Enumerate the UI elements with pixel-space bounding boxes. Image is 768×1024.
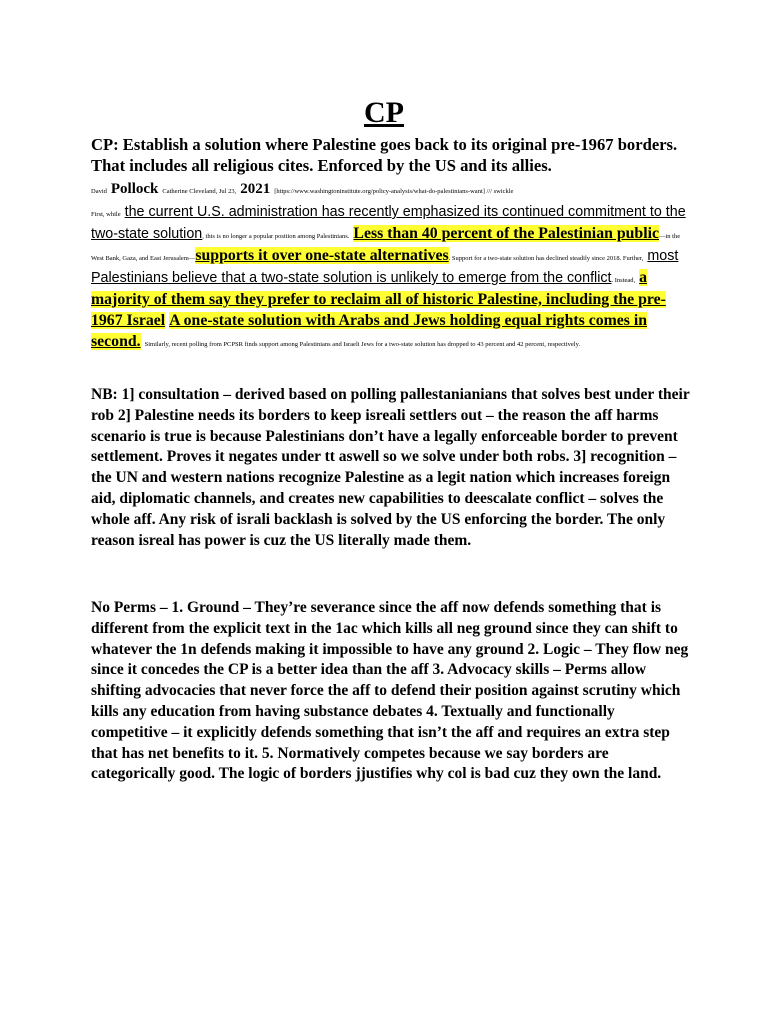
tag-line: CP: Establish a solution where Palestine goes back to its original pre-1967 borders. That includes all religious cites. Enforced by the US and its allies. [91,135,678,175]
card-highlight: supports it over one-state alternatives [195,247,449,264]
page-title: CP [364,96,404,129]
card-highlight: Less than 40 percent of the Palestinian public [353,225,659,242]
citation-names: Catherine Cleveland, Jul 23, [162,188,237,195]
card-text: Similarly, recent polling from PCPSR finds support among Palestinians and Israeli Jews for a two-state solution has dropped to 43 percent and 42 percent, respectively. [144,341,581,348]
citation-url: [https://www.washingtoninstitute.org/policy-analysis/what-do-palestinians-want] /// swickle [274,188,514,195]
no-perms-paragraph: No Perms – 1. Ground – They’re severance since the aff now defends something that is different from the explicit text in the 1ac which kills all neg ground since they can shift to whatever the 1n defends making it impossible to have any ground 2. Logic – They flow neg since it concedes the CP is a better idea than the aff 3. Advocacy skills – Perms allow shifting advocacies that never force the aff to defend their position against scrutiny which kills any education from having substance debates 4. Textually and functionally competitive – it explicitly defends something that isn’t the aff and requires an extra step that has net benefits to it. 5. Normatively competes because we say borders are categorically good. The logic of borders jjustifies why col is bad cuz they own the land. [91,599,689,783]
citation [91,180,691,201]
card-text: —in the West Bank, Gaza, and East Jerusalem— [91,233,681,262]
card-highlight: a majority of them say they prefer to reclaim all of historic Palestine, including the pre-1967 Israel [91,269,666,329]
card-text: . Support for a two-state solution has declined steadily since 2018. Further, [448,255,644,262]
citation-year: 2021 [240,181,271,197]
citation-lead: David [91,188,107,195]
card-underline: the current U.S. administration has recently emphasized its continued commitment to the two-state solution [91,204,686,242]
card-text: , this is no longer a popular position among Palestinians. [202,233,350,240]
citation-author: Pollock [110,181,159,197]
evidence-card [91,201,687,352]
card-highlight: A one-state solution with Arabs and Jews holding equal rights comes in second. [91,312,648,350]
nb-paragraph: NB: 1] consultation – derived based on polling pallestanianians that solves best under their rob 2] Palestine needs its borders to keep isreali settlers out – the reason the aff harms scenario is true is because Palestinians don’t have a legally enforceable border to prevent settlement. Proves it negates under tt aswell so we solve under both robs. 3] recognition – the UN and western nations recognize Palestine as a legit nation which increases foreign aid, diplomatic channels, and creates new capabilities to deescalate conflict – solves the whole aff. Any risk of israli backlash is solved by the US enforcing the border. The only reason isreal has power is cuz the US literally made them. [91,386,690,549]
card-text: . Instead, [611,277,636,284]
card-underline: most Palestinians believe that a two-state solution is unlikely to emerge from the conflict [91,248,679,286]
card-text: First, while [91,211,121,218]
